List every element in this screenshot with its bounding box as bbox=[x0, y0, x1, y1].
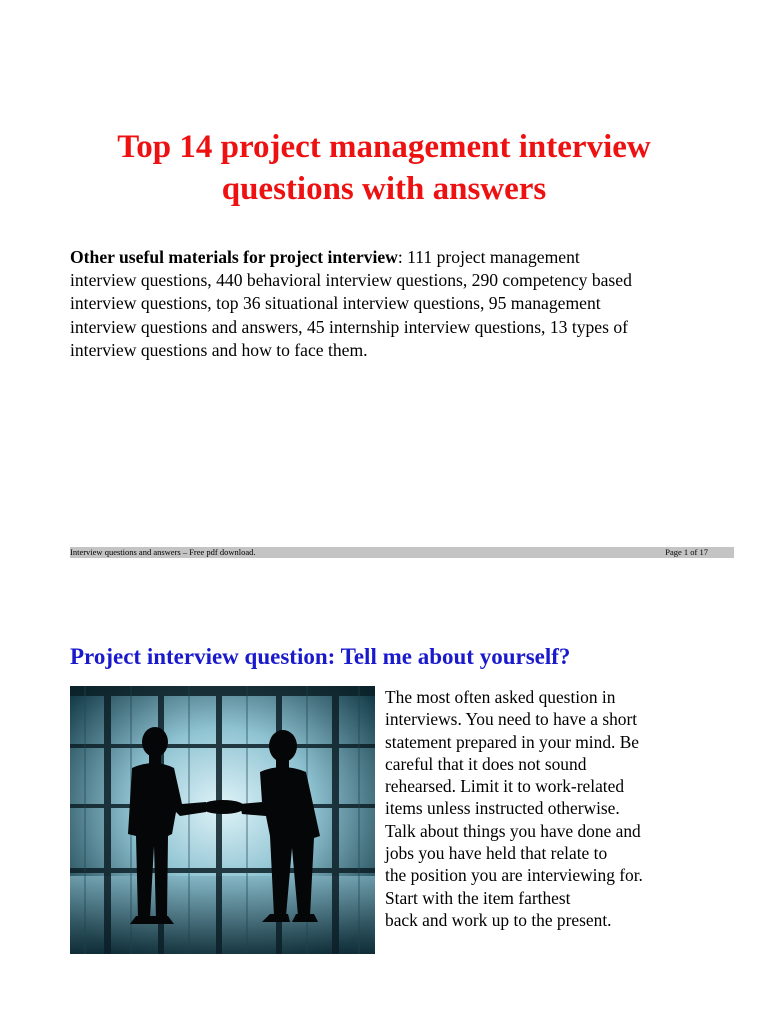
answer-line: statement prepared in your mind. Be bbox=[385, 731, 640, 752]
answer-line: Start with the item farthest bbox=[385, 887, 571, 908]
answer-line: The most often asked question in bbox=[385, 687, 616, 707]
intro-line-3: interview questions, top 36 situational interview questions, 95 management bbox=[70, 293, 601, 314]
question-heading: Project interview question: Tell me about yourself? bbox=[70, 644, 571, 669]
answer-line: Talk about things you have done and bbox=[385, 820, 641, 841]
intro-line-4: interview questions and answers, 45 internship interview questions, 13 types of bbox=[70, 316, 629, 337]
footer-text: Interview questions and answers – Free pdf download. bbox=[70, 547, 256, 557]
page-number: Page 1 of 17 bbox=[665, 547, 708, 557]
intro-lead: Other useful materials for project interview bbox=[70, 247, 398, 267]
answer-line: jobs you have held that relate to bbox=[385, 843, 608, 864]
intro-line-1: : 111 project management bbox=[397, 247, 580, 267]
answer-line: interviews. You need to have a short bbox=[385, 709, 638, 730]
answer-line: items unless instructed otherwise. bbox=[385, 798, 620, 819]
document-title bbox=[0, 126, 768, 210]
answer-line: careful that it does not sound bbox=[385, 753, 587, 774]
answer-line: back and work up to the present. bbox=[385, 909, 612, 930]
intro-paragraph bbox=[70, 246, 720, 362]
title-line-1: Top 14 project management interview bbox=[117, 129, 651, 165]
page-footer bbox=[70, 547, 734, 558]
intro-line-5: interview questions and how to face them. bbox=[70, 339, 368, 360]
handshake-photo bbox=[70, 686, 375, 954]
answer-text bbox=[385, 686, 715, 931]
answer-line: the position you are interviewing for. bbox=[385, 865, 643, 886]
intro-line-2: interview questions, 440 behavioral interview questions, 290 competency based bbox=[70, 270, 632, 291]
answer-line: rehearsed. Limit it to work-related bbox=[385, 776, 625, 797]
title-line-2: questions with answers bbox=[221, 171, 547, 207]
